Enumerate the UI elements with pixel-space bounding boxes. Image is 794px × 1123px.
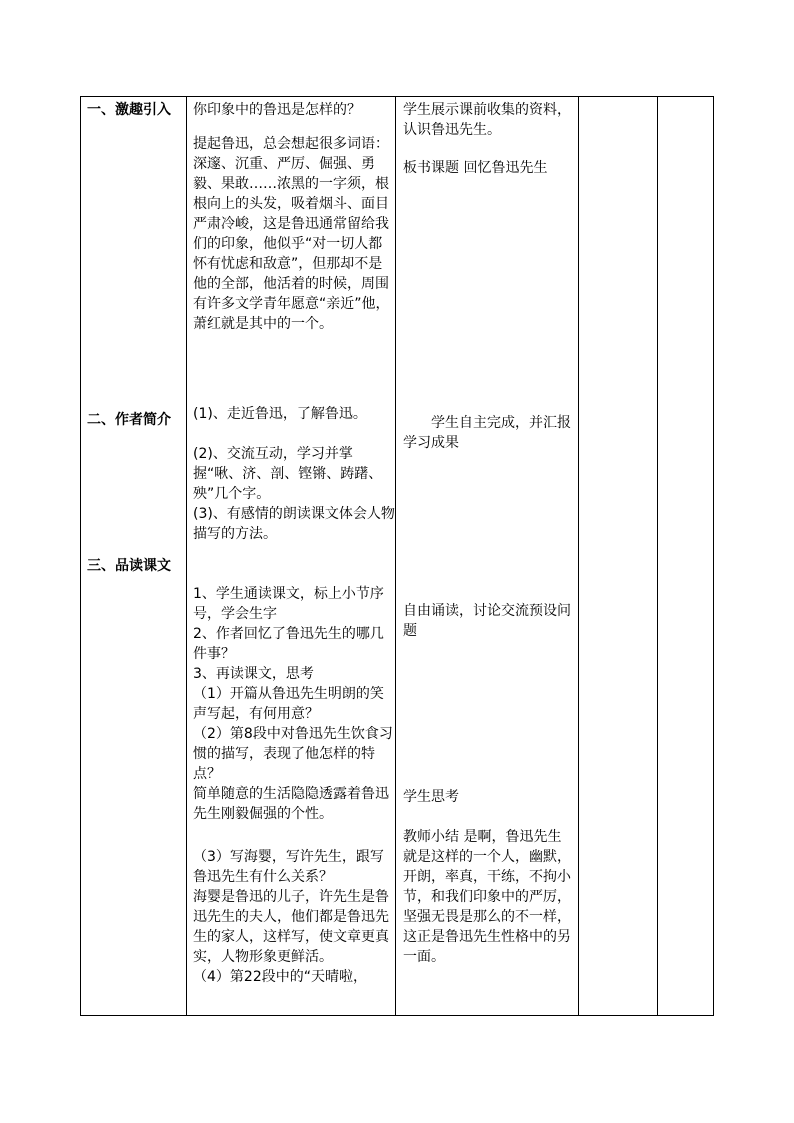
paragraph: 学生自主完成，并汇报学习成果 — [403, 415, 571, 451]
paragraph: 3、再读课文，思考 — [193, 666, 314, 682]
paragraph: 学生展示课前收集的资料，认识鲁迅先生。 — [403, 102, 571, 138]
paragraph: 板书课题 回忆鲁迅先生 — [403, 160, 548, 176]
paragraph: (1)、走近鲁迅，了解鲁迅。 — [193, 406, 367, 422]
student-activity-2 — [403, 158, 573, 178]
section-title: 二、作者简介 — [87, 412, 171, 428]
section-title: 一、激趣引入 — [87, 102, 171, 118]
paragraph: (2)、交流互动，学习并掌握“啾、济、剖、铿锵、踌躇、殃”几个字。 — [193, 446, 383, 502]
student-activity-6 — [403, 827, 573, 967]
section-heading-author — [87, 410, 185, 430]
column-divider — [578, 97, 579, 1015]
paragraph: 教师小结 是啊，鲁迅先生就是这样的一个人，幽默，开朗，率真，干练，不拘小节，和我们印象中的严厉，坚强无畏是那么的不一样，这正是鲁迅先生性格中的另一面。 — [403, 829, 571, 965]
reading-steps-continued — [193, 847, 395, 987]
student-activity-1 — [403, 100, 573, 140]
teaching-goal-2 — [193, 444, 395, 504]
paragraph: (3)、有感情的朗读课文体会人物描写的方法。 — [193, 506, 395, 542]
teaching-goal-1 — [193, 404, 395, 424]
column-divider — [657, 97, 658, 1015]
student-activity-3 — [403, 413, 573, 453]
paragraph: 简单随意的生活隐隐透露着鲁迅先生刚毅倔强的个性。 — [193, 786, 389, 822]
paragraph: （1）开篇从鲁迅先生明朗的笑声写起，有何用意？ — [193, 686, 384, 722]
paragraph: 提起鲁迅，总会想起很多词语：深邃、沉重、严厉、倔强、勇毅、果敢……浓黑的一字须，根根向上的头发，吸着烟斗、面目严肃冷峻，这是鲁迅通常留给我们的印象，他似乎“对一切人都怀有忧虑和敌意”，但那却不是他的全部，他活着的时候，周围有许多文学青年愿意“亲近”他，萧红就是其中的一个。 — [193, 136, 390, 332]
paragraph: 你印象中的鲁迅是怎样的？ — [193, 102, 361, 118]
teacher-intro-text — [193, 134, 395, 334]
paragraph: 海婴是鲁迅的儿子，许先生是鲁迅先生的夫人，他们都是鲁迅先生的家人，这样写，使文章更真实，人物形象更鲜活。 — [193, 889, 389, 965]
teaching-goal-3 — [193, 504, 395, 544]
column-divider — [395, 97, 396, 1015]
paragraph: （2）第8段中对鲁迅先生饮食习惯的描写，表现了他怎样的特点？ — [193, 726, 393, 782]
reading-steps — [193, 584, 395, 824]
column-divider — [186, 97, 187, 1015]
paragraph: （3）写海婴，写许先生，跟写鲁迅先生有什么关系？ — [193, 849, 384, 885]
paragraph: 自由诵读，讨论交流预设问题 — [403, 603, 571, 639]
paragraph: （4）第22段中的“天晴啦， — [193, 969, 367, 985]
paragraph: 2、作者回忆了鲁迅先生的哪几件事？ — [193, 626, 384, 662]
lesson-plan-table — [80, 96, 714, 1016]
section-title: 三、品读课文 — [87, 558, 171, 574]
paragraph: 1、学生通读课文，标上小节序号，学会生字 — [193, 586, 384, 622]
section-heading-intro — [87, 100, 185, 120]
student-activity-4 — [403, 601, 573, 641]
teacher-question-intro — [193, 100, 395, 120]
paragraph: 学生思考 — [403, 789, 459, 805]
student-activity-5 — [403, 787, 573, 807]
section-heading-reading — [87, 556, 185, 576]
